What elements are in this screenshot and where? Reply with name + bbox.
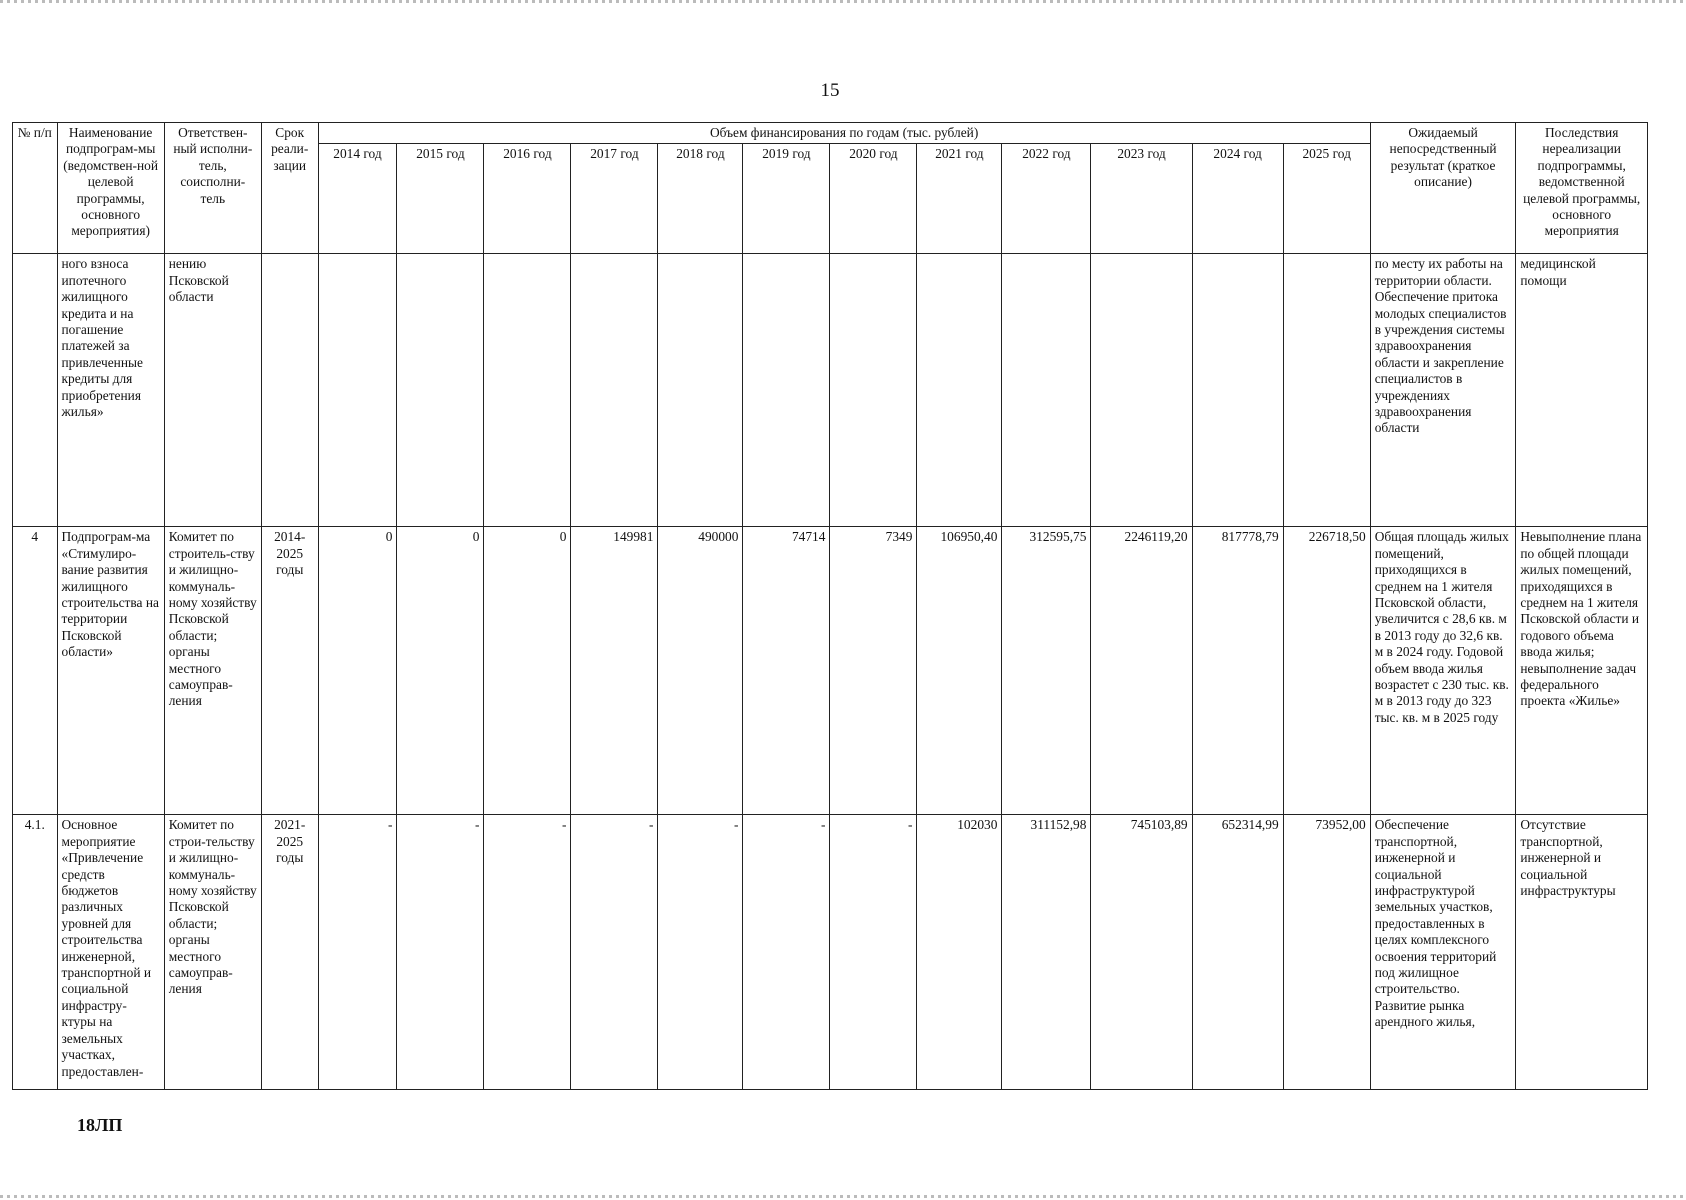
cell-value — [1002, 254, 1091, 527]
header-year: 2016 год — [484, 144, 571, 254]
cell-num — [13, 254, 58, 527]
header-year: 2018 год — [658, 144, 743, 254]
cell-responsible: Комитет по строитель-ству и жилищно-коммуналь-ному хозяйству Псковской области; органы местного самоуправ-ления — [164, 527, 261, 815]
header-financing-group: Объем финансирования по годам (тыс. рублей) — [318, 123, 1370, 144]
cell-value — [571, 254, 658, 527]
cell-value — [917, 254, 1002, 527]
cell-responsible: нению Псковской области — [164, 254, 261, 527]
cell-consequences: медицинской помощи — [1516, 254, 1648, 527]
cell-value — [743, 254, 830, 527]
table-row-subprogram-4 — [13, 527, 1648, 815]
cell-value: - — [658, 815, 743, 1090]
cell-value: 652314,99 — [1192, 815, 1283, 1090]
header-responsible: Ответствен-ный исполни-тель, соисполни-тель — [164, 123, 261, 254]
cell-result: Общая площадь жилых помещений, приходящихся в среднем на 1 жителя Псковской области, увеличится с 28,6 кв. м в 2013 году до 32,6 кв. м в 2024 году. Годовой объем ввода жилья возрастет с 230 тыс. кв. м в 2013 году до 323 тыс. кв. м в 2025 году — [1370, 527, 1516, 815]
header-consequences: Последствия нереализации подпрограммы, ведомственной целевой программы, основного мероприятия — [1516, 123, 1648, 254]
header-year: 2014 год — [318, 144, 397, 254]
cell-result: по месту их работы на территории области. Обеспечение притока молодых специалистов в учреждения системы здравоохранения области и закрепление специалистов в учреждениях здравоохранения области — [1370, 254, 1516, 527]
cell-value — [1091, 254, 1192, 527]
cell-responsible: Комитет по строи-тельству и жилищно-коммуналь-ному хозяйству Псковской области; органы местного самоуправ-ления — [164, 815, 261, 1090]
cell-value: - — [318, 815, 397, 1090]
cell-value: 226718,50 — [1283, 527, 1370, 815]
cell-value — [830, 254, 917, 527]
cell-value: - — [397, 815, 484, 1090]
header-row-1 — [13, 123, 1648, 144]
cell-value — [1283, 254, 1370, 527]
cell-value: 149981 — [571, 527, 658, 815]
header-year: 2025 год — [1283, 144, 1370, 254]
cell-value: 7349 — [830, 527, 917, 815]
cell-value: 311152,98 — [1002, 815, 1091, 1090]
header-num: № п/п — [13, 123, 58, 254]
cell-term — [261, 254, 318, 527]
page-number: 15 — [820, 80, 840, 101]
header-year: 2023 год — [1091, 144, 1192, 254]
cell-value: - — [484, 815, 571, 1090]
cell-name: Подпрограм-ма «Стимулиро-вание развития жилищного строительства на территории Псковской области» — [57, 527, 164, 815]
header-year: 2021 год — [917, 144, 1002, 254]
header-year: 2020 год — [830, 144, 917, 254]
financing-table — [12, 122, 1648, 1090]
cell-value: - — [743, 815, 830, 1090]
header-year: 2015 год — [397, 144, 484, 254]
header-year: 2017 год — [571, 144, 658, 254]
header-name: Наименование подпрограм-мы (ведомствен-ной целевой программы, основного мероприятия) — [57, 123, 164, 254]
cell-value — [397, 254, 484, 527]
cell-value: 490000 — [658, 527, 743, 815]
cell-value: 2246119,20 — [1091, 527, 1192, 815]
cell-value: - — [571, 815, 658, 1090]
table-row-measure-4-1 — [13, 815, 1648, 1090]
header-year: 2019 год — [743, 144, 830, 254]
cell-name: Основное мероприятие «Привлечение средств бюджетов различных уровней для строительства инженерной, транспортной и социальной инфрастру-ктуры на земельных участках, предоставлен- — [57, 815, 164, 1090]
cell-value: 817778,79 — [1192, 527, 1283, 815]
cell-value — [1192, 254, 1283, 527]
cell-value: 102030 — [917, 815, 1002, 1090]
cell-term: 2014-2025 годы — [261, 527, 318, 815]
cell-consequences: Отсутствие транспортной, инженерной и социальной инфраструктуры — [1516, 815, 1648, 1090]
cell-num: 4 — [13, 527, 58, 815]
cell-value — [318, 254, 397, 527]
document-code: 18ЛП — [77, 1115, 123, 1135]
cell-value: - — [830, 815, 917, 1090]
header-year: 2024 год — [1192, 144, 1283, 254]
cell-num: 4.1. — [13, 815, 58, 1090]
cell-value: 312595,75 — [1002, 527, 1091, 815]
scan-edge-bottom — [0, 1195, 1686, 1198]
cell-result: Обеспечение транспортной, инженерной и социальной инфраструктурой земельных участков, предоставленных в целях комплексного освоения территорий под жилищное строительство. Развитие рынка арендного жилья, — [1370, 815, 1516, 1090]
cell-value: 73952,00 — [1283, 815, 1370, 1090]
cell-value — [658, 254, 743, 527]
cell-value: 745103,89 — [1091, 815, 1192, 1090]
header-year: 2022 год — [1002, 144, 1091, 254]
cell-value: 0 — [484, 527, 571, 815]
cell-value: 106950,40 — [917, 527, 1002, 815]
header-term: Срок реали-зации — [261, 123, 318, 254]
table-row-continuation — [13, 254, 1648, 527]
cell-value: 74714 — [743, 527, 830, 815]
cell-name: ного взноса ипотечного жилищного кредита и на погашение платежей за привлеченные кредиты для приобретения жилья» — [57, 254, 164, 527]
scan-edge-top — [0, 0, 1686, 3]
cell-term: 2021-2025 годы — [261, 815, 318, 1090]
cell-value: 0 — [318, 527, 397, 815]
cell-value: 0 — [397, 527, 484, 815]
cell-consequences: Невыполнение плана по общей площади жилых помещений, приходящихся в среднем на 1 жителя Псковской области и годового объема ввода жилья; невыполнение задач федерального проекта «Жилье» — [1516, 527, 1648, 815]
header-result: Ожидаемый непосредственный результат (краткое описание) — [1370, 123, 1516, 254]
cell-value — [484, 254, 571, 527]
